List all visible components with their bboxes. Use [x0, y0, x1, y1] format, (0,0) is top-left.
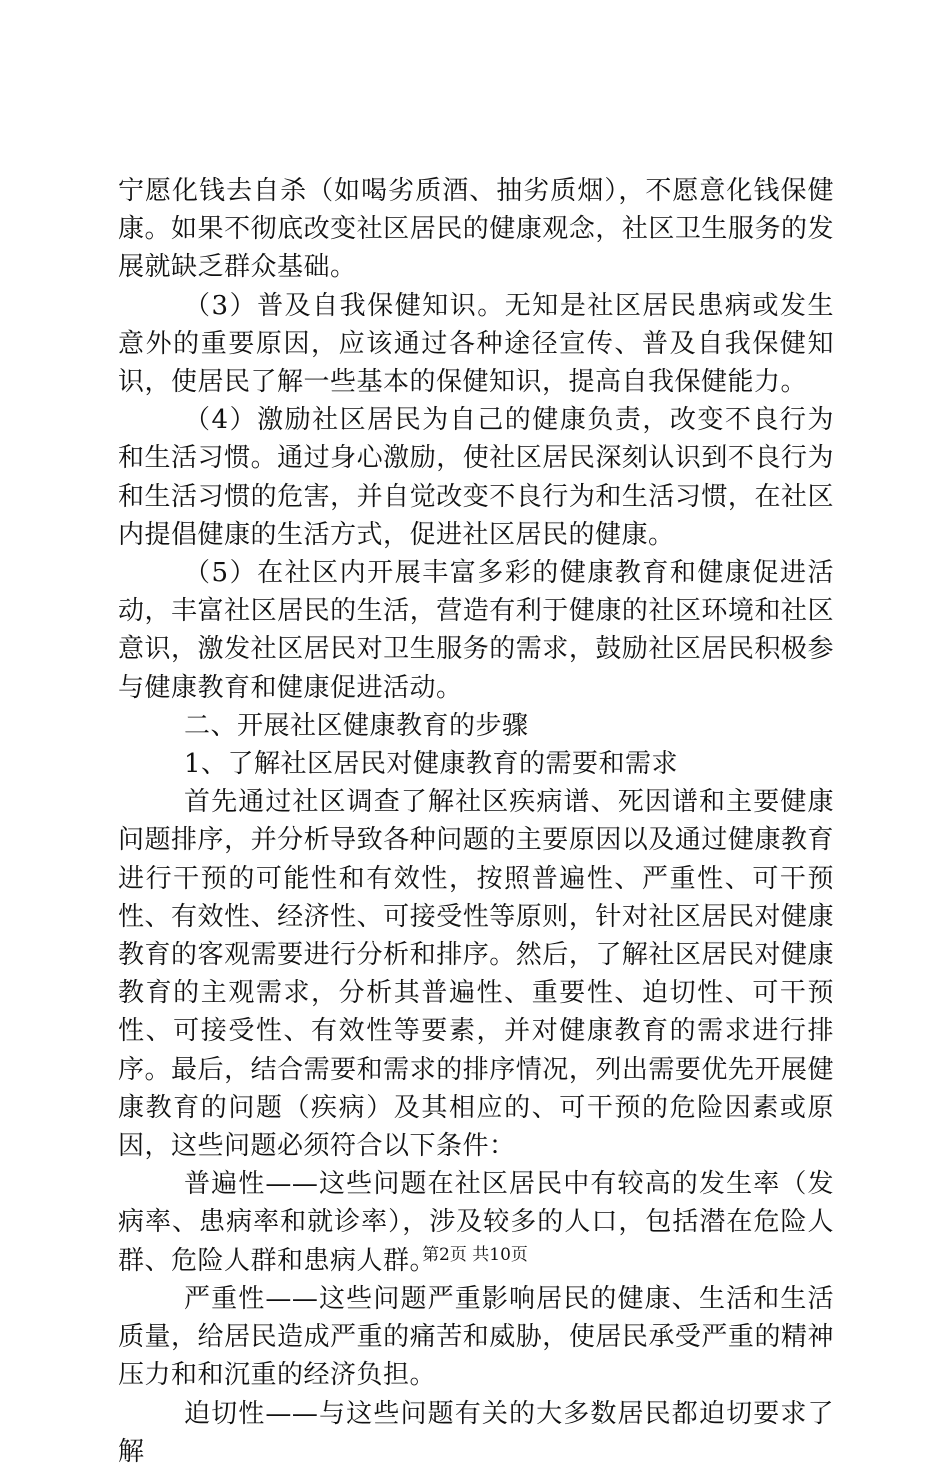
paragraph-continuation: 宁愿化钱去自杀（如喝劣质酒、抽劣质烟），不愿意化钱保健康。如果不彻底改变社区居民的健康观念，社区卫生服务的发展就缺乏群众基础。 [118, 176, 834, 283]
paragraph-severity: 严重性——这些问题严重影响居民的健康、生活和生活质量，给居民造成严重的痛苦和威胁，使居民承受严重的精神压力和和沉重的经济负担。 [118, 1283, 834, 1391]
subsection-heading: 1、了解社区居民对健康教育的需要和需求 [184, 749, 679, 780]
paragraph-universality: 普遍性——这些问题在社区居民中有较高的发生率（发病率、患病率和就诊率），涉及较多的人口，包括潜在危险人群、危险人群和患病人群。 [118, 1169, 834, 1276]
paragraph-item-4: （4）激励社区居民为自己的健康负责，改变不良行为和生活习惯。通过身心激励，使社区居民深刻认识到不良行为和生活习惯的危害，并自觉改变不良行为和生活习惯，在社区内提倡健康的生活方式，促进社区居民的健康。 [118, 405, 834, 550]
document-body [118, 172, 834, 1471]
paragraph-survey: 首先通过社区调查了解社区疾病谱、死因谱和主要健康问题排序，并分析导致各种问题的主要原因以及通过健康教育进行干预的可能性和有效性，按照普遍性、严重性、可干预性、有效性、经济性、可接受性等原则，针对社区居民对健康教育的客观需要进行分析和排序。然后，了解社区居民对健康教育的主观需求，分析其普遍性、重要性、迫切性、可干预性、可接受性、有效性等要素，并对健康教育的需求进行排序。最后，结合需要和需求的排序情况，列出需要优先开展健康教育的问题（疾病）及其相应的、可干预的危险因素或原因，这些问题必须符合以下条件： [118, 787, 834, 1162]
section-heading: 二、开展社区健康教育的步骤 [184, 710, 529, 741]
paragraph-item-5: （5）在社区内开展丰富多彩的健康教育和健康促进活动，丰富社区居民的生活，营造有利于健康的社区环境和社区意识，激发社区居民对卫生服务的需求，鼓励社区居民积极参与健康教育和健康促进活动。 [118, 558, 834, 703]
paragraph-urgency: 迫切性——与这些问题有关的大多数居民都迫切要求了解 [118, 1398, 834, 1467]
page-number-footer: 第2页 共10页 [422, 1245, 528, 1265]
paragraph-item-3: （3）普及自我保健知识。无知是社区居民患病或发生意外的重要原因，应该通过各种途径宣传、普及自我保健知识，使居民了解一些基本的保健知识，提高自我保健能力。 [118, 290, 834, 398]
